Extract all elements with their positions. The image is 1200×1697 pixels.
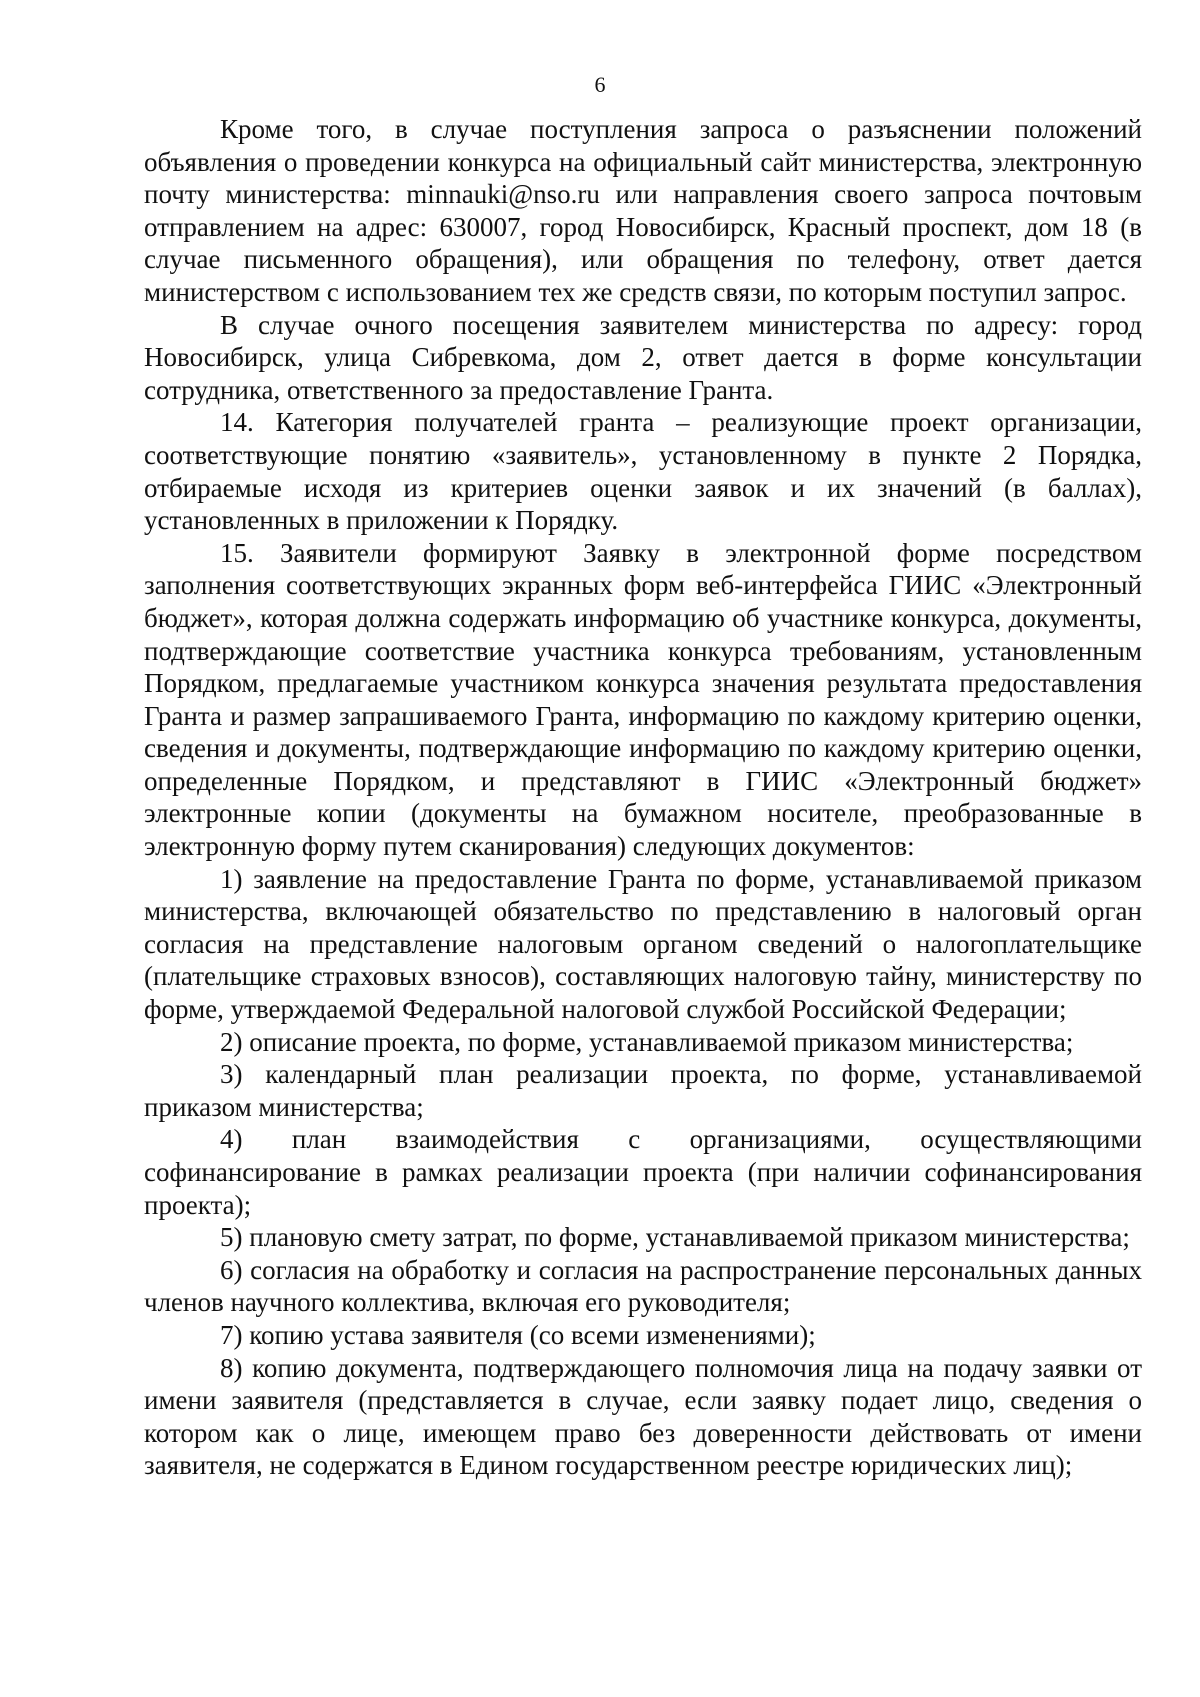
- document-body: [144, 113, 1142, 1482]
- paragraph-in-person-visit: В случае очного посещения заявителем министерства по адресу: город Новосибирск, улица Сибревкома, дом 2, ответ дается в форме консультации сотрудника, ответственного за предоставление Гранта.: [144, 309, 1142, 405]
- paragraph-item-14: 14. Категория получателей гранта – реализующие проект организации, соответствующие понятию «заявитель», установленному в пункте 2 Порядка, отбираемые исходя из критериев оценки заявок и их значений (в баллах), установленных в приложении к Порядку.: [144, 407, 1142, 536]
- list-item-3: 3) календарный план реализации проекта, по форме, устанавливаемой приказом министерства;: [144, 1059, 1142, 1122]
- page-number: 6: [594, 72, 606, 97]
- list-item-5: 5) плановую смету затрат, по форме, устанавливаемой приказом министерства;: [220, 1222, 1130, 1253]
- list-item-1: 1) заявление на предоставление Гранта по форме, устанавливаемой приказом министерства, включающей обязательство по представлению в налоговый орган согласия на представление налоговым органом сведений о налогоплательщике (плательщике страховых взносов), составляющих налоговую тайну, министерству по форме, утверждаемой Федеральной налоговой службой Российской Федерации;: [144, 863, 1142, 1025]
- list-item-4: 4) план взаимодействия с организациями, осуществляющими софинансирование в рамках реализации проекта (при наличии софинансирования проекта);: [144, 1124, 1142, 1220]
- list-item-6: 6) согласия на обработку и согласия на распространение персональных данных членов научного коллектива, включая его руководителя;: [144, 1254, 1142, 1318]
- paragraph-clarification-request: Кроме того, в случае поступления запроса о разъяснении положений объявления о проведении конкурса на официальный сайт министерства, электронную почту министерства: minnauki@nso.ru или направления своего запроса почтовым отправлением на адрес: 630007, город Новосибирск, Красный проспект, дом 18 (в случае письменного обращения), или обращения по телефону, ответ дается министерством с использованием тех же средств связи, по которым поступил запрос.: [144, 114, 1142, 307]
- paragraph-item-15: 15. Заявители формируют Заявку в электронной форме посредством заполнения соответствующих экранных форм веб-интерфейса ГИИС «Электронный бюджет», которая должна содержать информацию об участнике конкурса, документы, подтверждающие соответствие участника конкурса требованиям, установленным Порядком, предлагаемые участником конкурса значения результата предоставления Гранта и размер запрашиваемого Гранта, информацию по каждому критерию оценки, сведения и документы, подтверждающие информацию по каждому критерию оценки, определенные Порядком, и представляют в ГИИС «Электронный бюджет» электронные копии (документы на бумажном носителе, преобразованные в электронную форму путем сканирования) следующих документов:: [144, 537, 1142, 862]
- list-item-8: 8) копию документа, подтверждающего полномочия лица на подачу заявки от имени заявителя (представляется в случае, если заявку подает лицо, сведения о котором как о лице, имеющем право без доверенности действовать от имени заявителя, не содержатся в Едином государственном реестре юридических лиц);: [144, 1352, 1142, 1481]
- list-item-7: 7) копию устава заявителя (со всеми изменениями);: [220, 1319, 816, 1350]
- list-item-2: 2) описание проекта, по форме, устанавливаемой приказом министерства;: [220, 1026, 1074, 1057]
